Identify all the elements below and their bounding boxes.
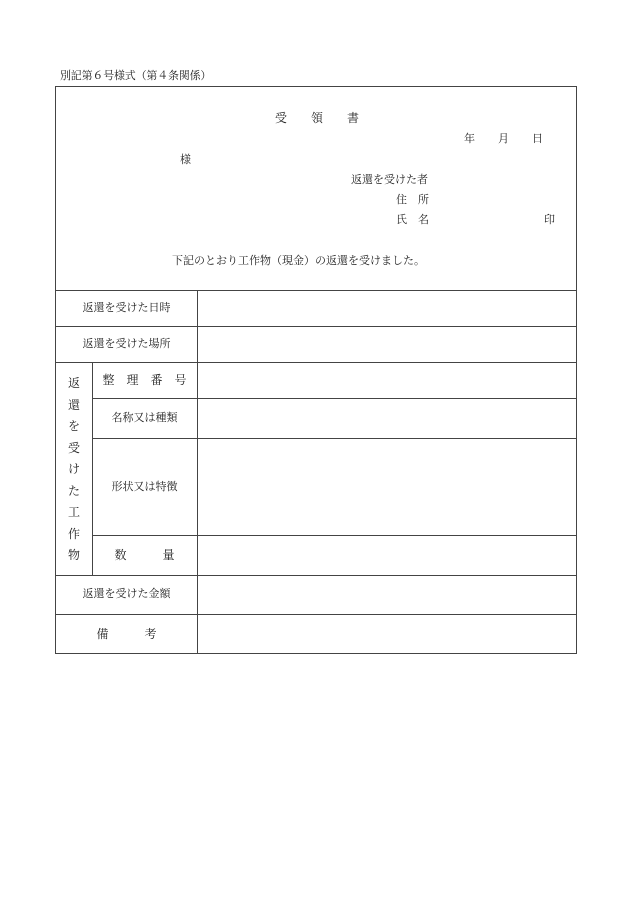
date-year-label: 年 [464, 132, 475, 145]
document-title-text: 受 領 書 [274, 111, 359, 125]
name-or-type-label: 名称又は種類 [111, 411, 178, 424]
addressee-suffix: 様 [180, 153, 191, 166]
return-amount-label: 返還を受けた金額 [82, 587, 171, 600]
return-place-field[interactable] [198, 327, 576, 362]
date-day-label: 日 [532, 132, 543, 145]
remarks-field[interactable] [198, 615, 576, 653]
name-or-type-field[interactable] [198, 399, 576, 438]
receipt-form [55, 86, 577, 654]
group-label-char: 返 [67, 376, 80, 390]
group-label-char: 物 [67, 548, 80, 562]
return-place-label: 返還を受けた場所 [82, 337, 171, 350]
form-number-label: 別記第６号様式（第４条関係） [60, 69, 212, 82]
group-label-char: を [67, 419, 80, 433]
group-label-char: 作 [67, 526, 80, 541]
control-number-field[interactable] [198, 363, 576, 398]
group-label-char: 受 [67, 440, 80, 455]
quantity-label: 数 量 [114, 548, 175, 562]
return-datetime-label: 返還を受けた日時 [82, 301, 171, 314]
address-label: 住 所 [396, 193, 429, 206]
group-label-char: 工 [67, 505, 80, 519]
returned-object-group-label [56, 363, 92, 575]
quantity-field[interactable] [198, 536, 576, 575]
group-label-char: け [67, 462, 80, 476]
control-number-label: 整 理 番 号 [102, 373, 187, 387]
document-title [56, 112, 578, 124]
seal-label: 印 [544, 213, 555, 226]
group-label-char: た [67, 483, 80, 498]
return-datetime-field[interactable] [198, 291, 576, 326]
remarks-label: 備 考 [96, 627, 157, 641]
shape-or-feature-field[interactable] [198, 439, 576, 535]
group-label-char: 還 [67, 397, 80, 412]
name-label: 氏 名 [396, 213, 429, 226]
return-amount-field[interactable] [198, 576, 576, 614]
receipt-statement: 下記のとおり工作物（現金）の返還を受けました。 [172, 254, 425, 267]
date-month-label: 月 [498, 132, 509, 145]
group-label-divider [92, 362, 93, 575]
recipient-heading: 返還を受けた者 [351, 173, 428, 186]
shape-or-feature-label: 形状又は特徴 [111, 480, 178, 493]
